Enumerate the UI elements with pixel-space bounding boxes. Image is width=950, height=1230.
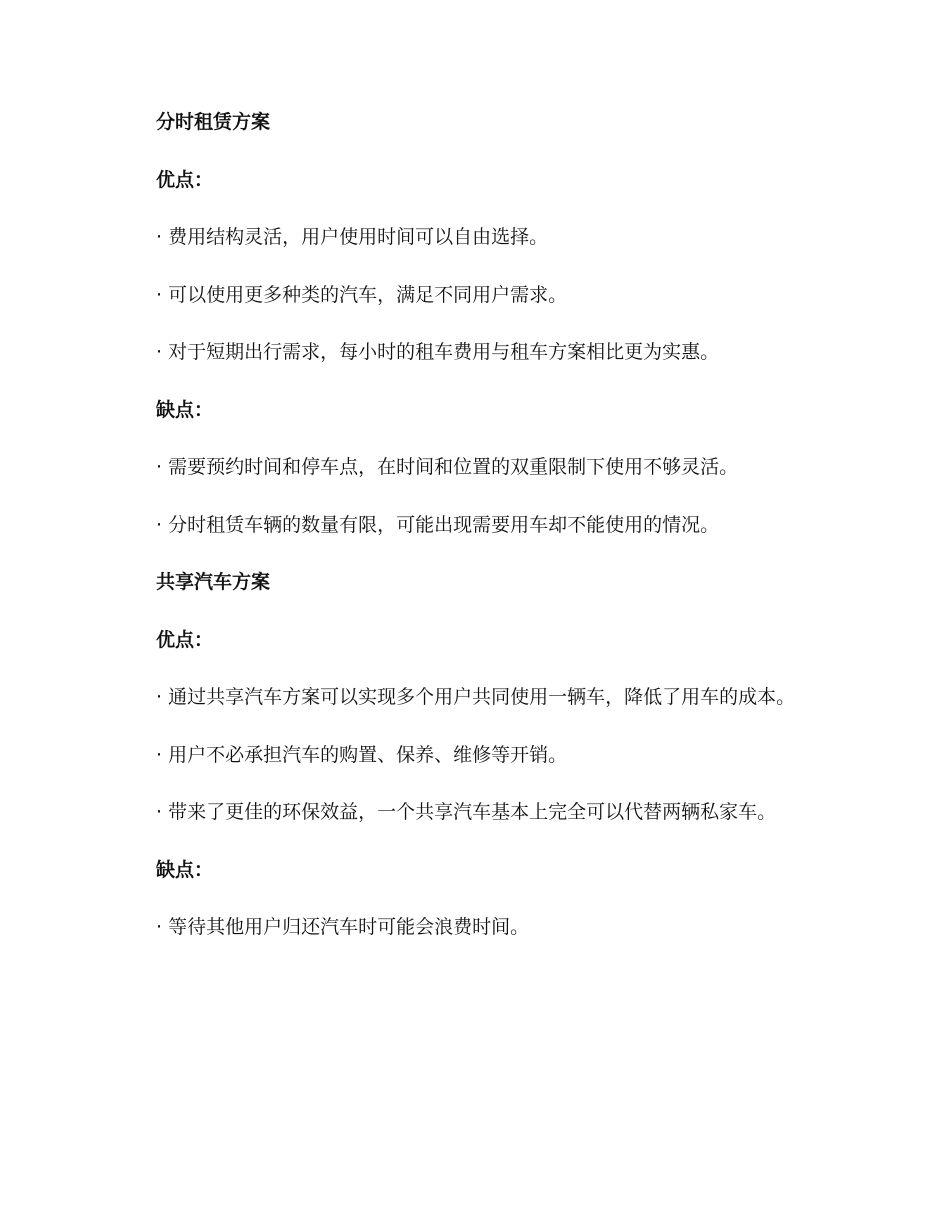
cons-label: 缺点： xyxy=(156,858,214,881)
list-item: · 对于短期出行需求，每小时的租车费用与租车方案相比更为实惠。 xyxy=(156,341,720,363)
list-item: · 通过共享汽车方案可以实现多个用户共同使用一辆车，降低了用车的成本。 xyxy=(156,686,796,708)
pros-label: 优点： xyxy=(156,628,214,651)
section-title: 共享汽车方案 xyxy=(156,571,271,593)
list-item: · 可以使用更多种类的汽车，满足不同用户需求。 xyxy=(156,283,568,306)
list-item: · 用户不必承担汽车的购置、保养、维修等开销。 xyxy=(156,743,568,766)
list-item: · 需要预约时间和停车点，在时间和位置的双重限制下使用不够灵活。 xyxy=(156,456,739,478)
document-page xyxy=(112,100,824,963)
section-title: 分时租赁方案 xyxy=(156,111,271,133)
list-item: · 分时租赁车辆的数量有限，可能出现需要用车却不能使用的情况。 xyxy=(156,513,720,536)
list-item: · 带来了更佳的环保效益，一个共享汽车基本上完全可以代替两辆私家车。 xyxy=(156,801,777,823)
cons-label: 缺点： xyxy=(156,398,214,421)
pros-label: 优点： xyxy=(156,168,214,191)
list-item: · 等待其他用户归还汽车时可能会浪费时间。 xyxy=(156,916,530,938)
list-item: · 费用结构灵活，用户使用时间可以自由选择。 xyxy=(156,226,549,248)
